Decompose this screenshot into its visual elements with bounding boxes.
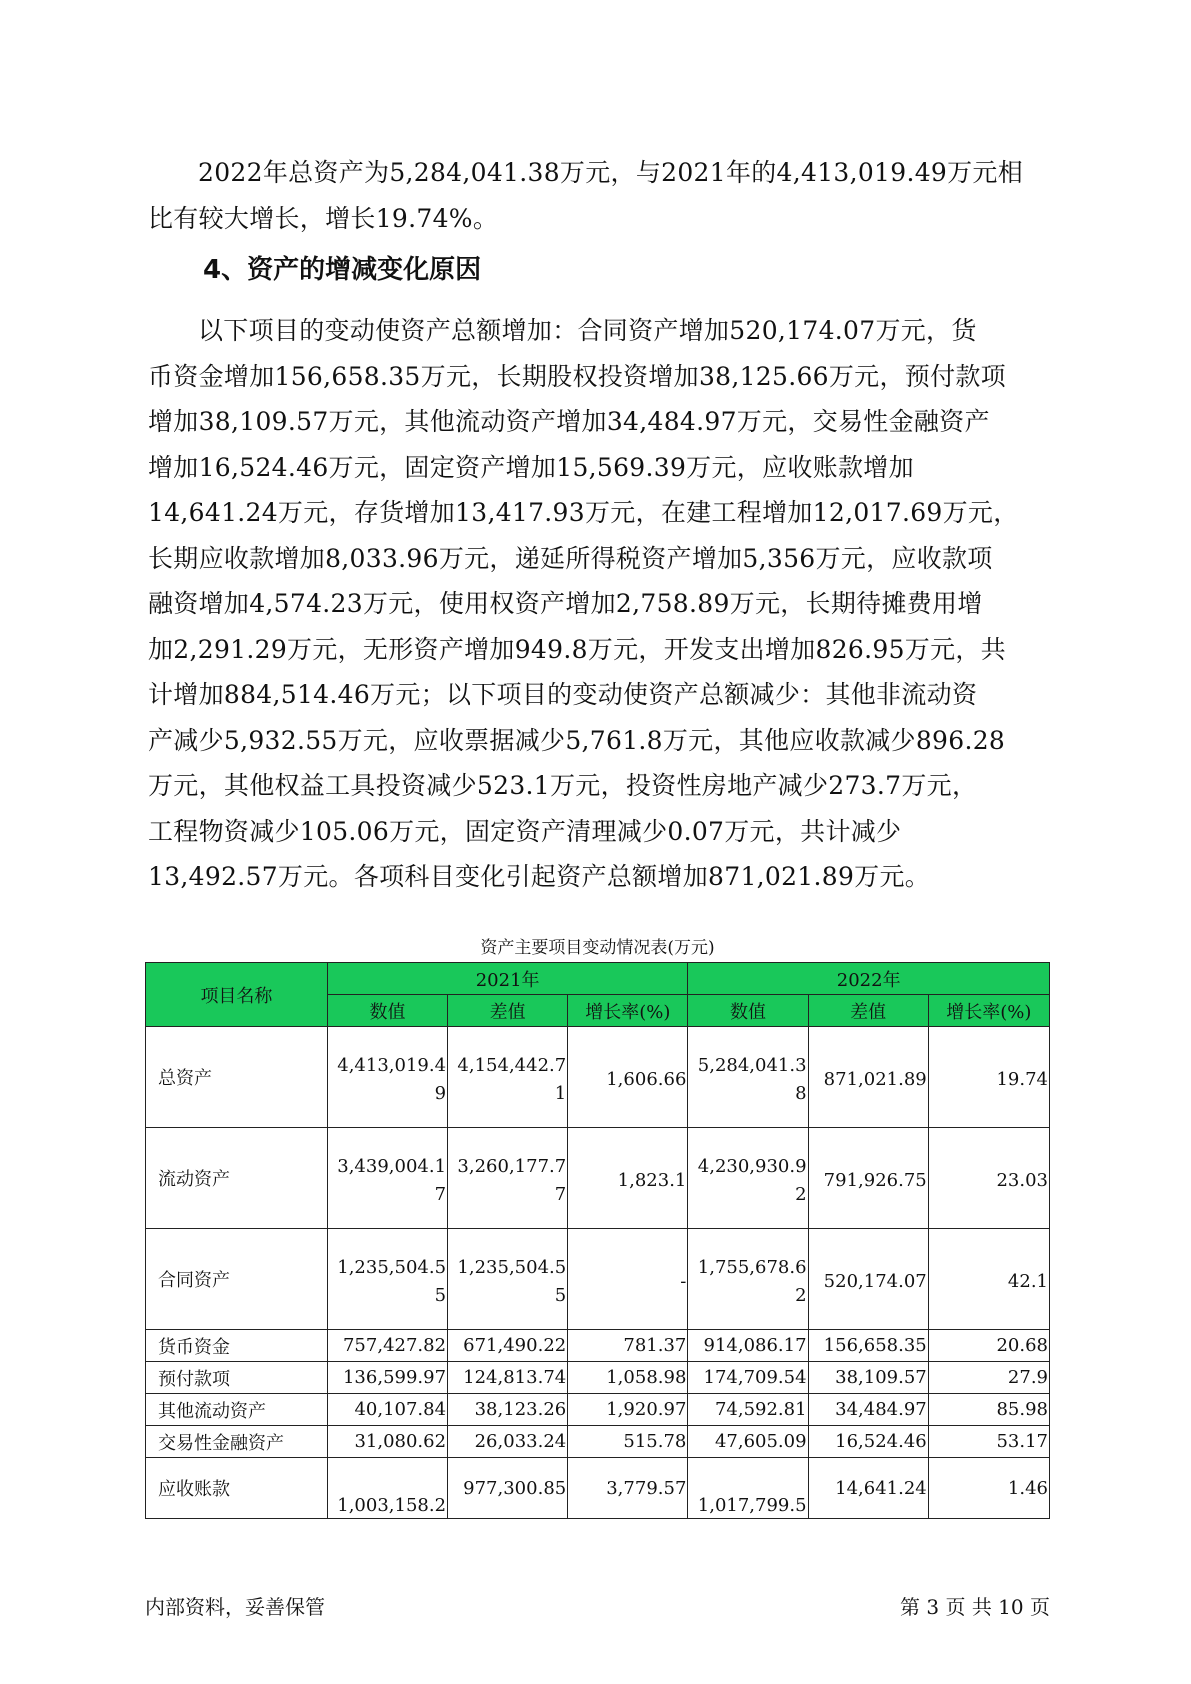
header-item-name: 项目名称 [146,963,328,1027]
cell-value-2022: 74,592.81 [688,1394,808,1426]
paragraph-line: 工程物资减少105.06万元，固定资产清理减少0.07万元，共计减少 [148,816,902,846]
cell-diff-2021: 1,235,504.55 [448,1229,568,1330]
paragraph-line: 比有较大增长，增长19.74%。 [148,203,499,233]
row-name: 应收账款 [146,1458,328,1519]
table-row [146,1426,1050,1458]
cell-value-2022: 47,605.09 [688,1426,808,1458]
table-row [146,1027,1050,1128]
paragraph-line: 2022年总资产为5,284,041.38万元，与2021年的4,413,019.49万元相 [198,158,1024,187]
cell-value-2021: 31,080.62 [327,1426,447,1458]
cell-diff-2022: 791,926.75 [808,1128,928,1229]
cell-growth-2021: 3,779.57 [568,1458,688,1519]
paragraph-line: 万元，其他权益工具投资减少523.1万元，投资性房地产减少273.7万元， [148,771,978,800]
table-row [146,1394,1050,1426]
paragraph-line: 币资金增加156,658.35万元，长期股权投资增加38,125.66万元，预付款项 [148,361,1006,391]
cell-diff-2022: 14,641.24 [808,1458,928,1519]
cell-diff-2021: 124,813.74 [448,1362,568,1394]
cell-growth-2022: 42.1 [928,1229,1049,1330]
paragraph-line: 计增加884,514.46万元；以下项目的变动使资产总额减少：其他非流动资 [148,680,978,709]
cell-growth-2022: 53.17 [928,1426,1049,1458]
cell-diff-2021: 4,154,442.71 [448,1027,568,1128]
paragraph-line: 产减少5,932.55万元，应收票据减少5,761.8万元，其他应收款减少896.28 [148,725,1006,755]
paragraph-line: 融资增加4,574.23万元，使用权资产增加2,758.89万元，长期待摊费用增 [148,589,983,618]
header-diff-2021: 差值 [448,995,568,1027]
cell-value-2021: 1,003,158.2 [327,1458,447,1519]
paragraph-total-assets [148,150,1048,241]
paragraph-line: 增加16,524.46万元，固定资产增加15,569.39万元，应收账款增加 [148,452,914,482]
section-heading: 4、资产的增减变化原因 [203,255,482,285]
cell-value-2022: 914,086.17 [688,1330,808,1362]
header-year-2022: 2022年 [688,963,1050,995]
cell-diff-2021: 26,033.24 [448,1426,568,1458]
cell-growth-2021: 1,606.66 [568,1027,688,1128]
row-name: 合同资产 [146,1229,328,1330]
cell-value-2021: 4,413,019.49 [327,1027,447,1128]
header-value-2021: 数值 [327,995,447,1027]
cell-diff-2021: 3,260,177.77 [448,1128,568,1229]
header-growth-2021: 增长率(%) [568,995,688,1027]
header-growth-2022: 增长率(%) [928,995,1049,1027]
cell-diff-2021: 977,300.85 [448,1458,568,1519]
cell-value-2022: 174,709.54 [688,1362,808,1394]
cell-diff-2022: 520,174.07 [808,1229,928,1330]
cell-diff-2022: 38,109.57 [808,1362,928,1394]
cell-growth-2022: 1.46 [928,1458,1049,1519]
row-name: 流动资产 [146,1128,328,1229]
table-caption: 资产主要项目变动情况表(万元) [480,938,715,958]
cell-value-2022: 4,230,930.92 [688,1128,808,1229]
cell-value-2021: 40,107.84 [327,1394,447,1426]
cell-diff-2022: 34,484.97 [808,1394,928,1426]
cell-diff-2021: 671,490.22 [448,1330,568,1362]
cell-growth-2022: 85.98 [928,1394,1049,1426]
cell-growth-2022: 27.9 [928,1362,1049,1394]
cell-diff-2021: 38,123.26 [448,1394,568,1426]
cell-growth-2022: 23.03 [928,1128,1049,1229]
cell-diff-2022: 156,658.35 [808,1330,928,1362]
table-row [146,1362,1050,1394]
row-name: 交易性金融资产 [146,1426,328,1458]
cell-growth-2021: 781.37 [568,1330,688,1362]
cell-value-2021: 757,427.82 [327,1330,447,1362]
cell-value-2021: 136,599.97 [327,1362,447,1394]
cell-value-2022: 1,755,678.62 [688,1229,808,1330]
row-name: 其他流动资产 [146,1394,328,1426]
paragraph-line: 14,641.24万元，存货增加13,417.93万元，在建工程增加12,017.69万元， [148,498,1019,527]
cell-value-2021: 3,439,004.17 [327,1128,447,1229]
table-row [146,1128,1050,1229]
table-row [146,1330,1050,1362]
paragraph-line: 增加38,109.57万元，其他流动资产增加34,484.97万元，交易性金融资产 [148,407,990,436]
paragraph-line: 长期应收款增加8,033.96万元，递延所得税资产增加5,356万元，应收款项 [148,543,993,573]
cell-growth-2022: 20.68 [928,1330,1049,1362]
paragraph-line: 加2,291.29万元，无形资产增加949.8万元，开发支出增加826.95万元，共 [148,634,1006,664]
paragraph-line: 13,492.57万元。各项科目变化引起资产总额增加871,021.89万元。 [148,862,931,891]
cell-value-2021: 1,235,504.55 [327,1229,447,1330]
row-name: 预付款项 [146,1362,328,1394]
cell-growth-2021: 1,058.98 [568,1362,688,1394]
asset-change-table [145,962,1050,1519]
cell-growth-2021: 1,920.97 [568,1394,688,1426]
cell-value-2022: 1,017,799.5 [688,1458,808,1519]
cell-growth-2021: 1,823.1 [568,1128,688,1229]
cell-diff-2022: 871,021.89 [808,1027,928,1128]
table-row [146,1458,1050,1519]
cell-diff-2022: 16,524.46 [808,1426,928,1458]
cell-growth-2021: 515.78 [568,1426,688,1458]
cell-value-2022: 5,284,041.38 [688,1027,808,1128]
cell-growth-2021: - [568,1229,688,1330]
header-value-2022: 数值 [688,995,808,1027]
paragraph-line: 以下项目的变动使资产总额增加：合同资产增加520,174.07万元，货 [198,316,977,345]
footer-page-number: 第 3 页 共 10 页 [900,1595,1050,1619]
paragraph-asset-changes [148,308,1048,900]
cell-growth-2022: 19.74 [928,1027,1049,1128]
table-row [146,1229,1050,1330]
row-name: 总资产 [146,1027,328,1128]
footer-confidential-note: 内部资料，妥善保管 [145,1595,325,1619]
row-name: 货币资金 [146,1330,328,1362]
header-year-2021: 2021年 [327,963,688,995]
header-diff-2022: 差值 [808,995,928,1027]
